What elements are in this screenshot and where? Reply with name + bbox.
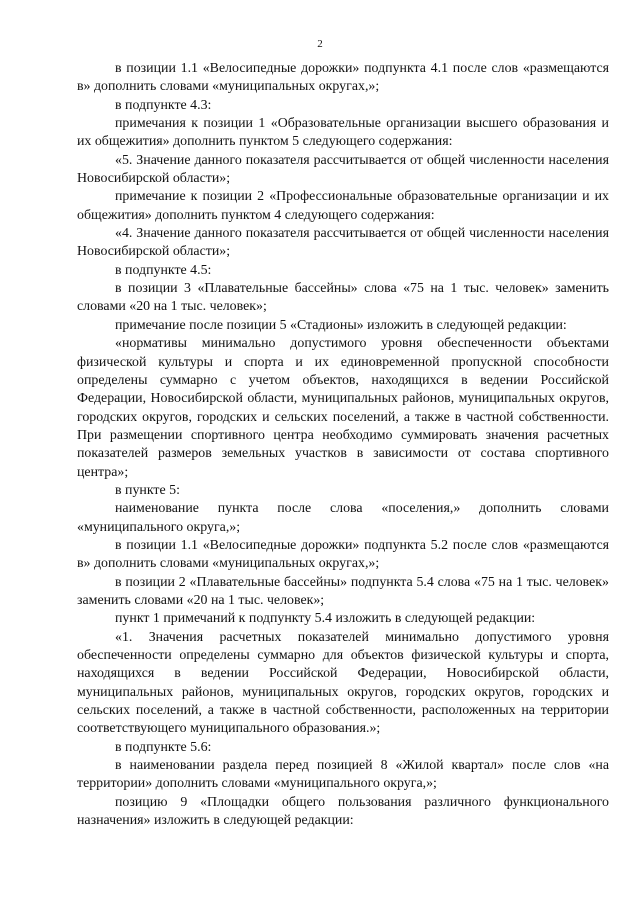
paragraph: примечания к позиции 1 «Образовательные организации высшего образования и их общежития» дополнить пунктом 5 следующего содержания:: [77, 116, 609, 150]
paragraph: наименование пункта после слова «поселения,» дополнить словами «муниципального округа,»;: [77, 501, 609, 535]
paragraph: примечание после позиции 5 «Стадионы» изложить в следующей редакции:: [115, 317, 567, 333]
paragraph: в подпункте 4.5:: [115, 262, 212, 278]
paragraph: «4. Значение данного показателя рассчитывается от общей численности населения Новосибирской области»;: [77, 226, 609, 260]
paragraph: пункт 1 примечаний к подпункту 5.4 изложить в следующей редакции:: [115, 611, 536, 627]
paragraph: примечание к позиции 2 «Профессиональные образовательные организации и их общежития» дополнить пунктом 4 следующего содержания:: [77, 189, 609, 223]
paragraph: «1. Значения расчетных показателей минимально допустимого уровня обеспеченности определены суммарно для объектов физической культуры и спорта, находящихся в ведении Российской Федерации, Новосибирской области, муниципальных районов, муниципальных округов, городских округов, городских и сельских поселений, а также в частной собственности, расположенных на территории соответствующего муниципального образования.»;: [77, 629, 609, 737]
paragraph: в позиции 1.1 «Велосипедные дорожки» подпункта 5.2 после слов «размещаются в» дополнить словами «муниципальных округах,»;: [77, 537, 609, 572]
paragraph: в позиции 1.1 «Велосипедные дорожки» подпункта 4.1 после слов «размещаются в» дополнить словами «муниципальных округах,»;: [77, 61, 609, 95]
paragraph: «нормативы минимально допустимого уровня обеспеченности объектами физической культуры и спорта и их единовременной пропускной способности определены суммарно с учетом объектов, находящихся в ведении Российской Федерации, Новосибирской области, муниципальных районов, муниципальных округов, городских округов, городских и сельских поселений, а также в частной собственности. При размещении спортивного центра необходимо суммировать значения расчетных показателей размеров земельных участков в зависимости от состава спортивного центра»;: [77, 336, 609, 480]
paragraph: в подпункте 5.6:: [115, 739, 212, 755]
document-body: [77, 60, 609, 830]
paragraph: «5. Значение данного показателя рассчитывается от общей численности населения Новосибирской области»;: [77, 152, 609, 187]
paragraph: в позиции 2 «Плавательные бассейны» подпункта 5.4 слова «75 на 1 тыс. человек» заменить словами «20 на 1 тыс. человек»;: [77, 574, 609, 608]
paragraph: в пункте 5:: [115, 482, 180, 498]
paragraph: в подпункте 4.3:: [115, 97, 212, 113]
page-number: 2: [317, 38, 323, 50]
paragraph: позицию 9 «Площадки общего пользования различного функционального назначения» изложить в следующей редакции:: [77, 794, 609, 829]
paragraph: в наименовании раздела перед позицией 8 «Жилой квартал» после слов «на территории» дополнить словами «муниципального округа,»;: [77, 758, 609, 792]
paragraph: в позиции 3 «Плавательные бассейны» слова «75 на 1 тыс. человек» заменить словами «20 на 1 тыс. человек»;: [77, 281, 609, 315]
